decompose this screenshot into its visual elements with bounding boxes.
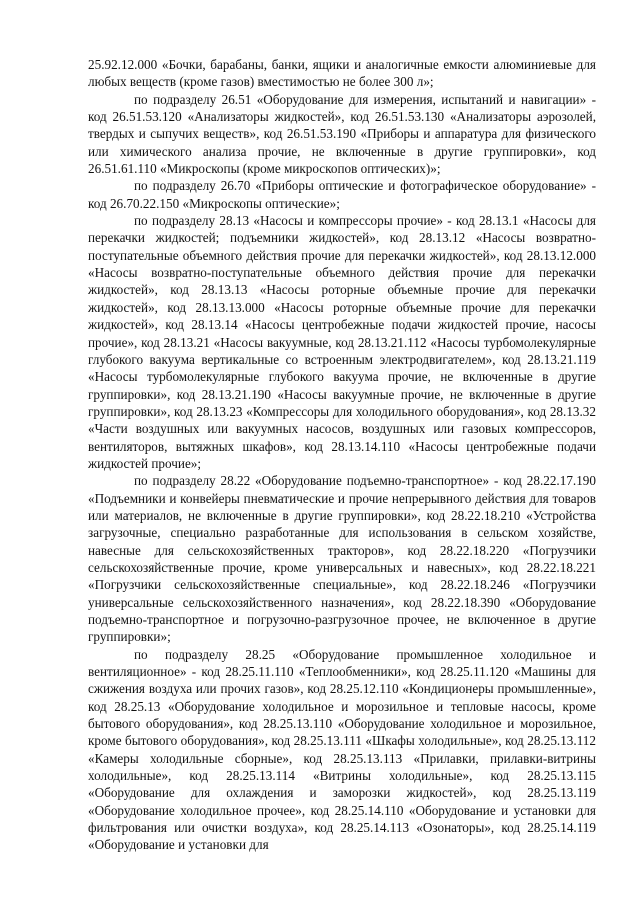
paragraph-28-13: по подразделу 28.13 «Насосы и компрессоры прочие» - код 28.13.1 «Насосы для перекачки жидкостей; подъемники жидкостей», код 28.13.12 «Насосы возвратно-поступательные объемного действия прочие для перекачки жидкостей», код 28.13.12.000 «Насосы возвратно-поступательные объемного действия прочие для перекачки жидкостей», код 28.13.13 «Насосы роторные объемные прочие для перекачки жидкостей», код 28.13.13.000 «Насосы роторные объемные прочие для перекачки жидкостей», код 28.13.14 «Насосы центробежные подачи жидкостей прочие, насосы прочие», код 28.13.21 «Насосы вакуумные, код 28.13.21.112 «Насосы турбомолекулярные глубокого вакуума вертикальные со встроенным электродвигателем», код 28.13.21.119 «Насосы турбомолекулярные глубокого вакуума прочие, не включенные в другие группировки», код 28.13.21.190 «Насосы вакуумные прочие, не включенные в другие группировки», код 28.13.23 «Компрессоры для холодильного оборудования», код 28.13.32 «Части воздушных или вакуумных насосов, воздушных или газовых компрессоров, вентиляторов, вытяжных шкафов», код 28.13.14.110 «Насосы центробежные подачи жидкостей прочие»;	[88, 213, 596, 471]
paragraph-26-51: по подразделу 26.51 «Оборудование для измерения, испытаний и навигации» - код 26.51.53.120 «Анализаторы жидкостей», код 26.51.53.130 «Анализаторы аэрозолей, твердых и сыпучих веществ», код 26.51.53.190 «Приборы и аппаратура для физического или химического анализа прочие, не включенные в другие группировки», код 26.51.61.110 «Микроскопы (кроме микроскопов оптических)»;	[88, 91, 596, 177]
paragraph-28-22: по подразделу 28.22 «Оборудование подъемно-транспортное» - код 28.22.17.190 «Подъемники и конвейеры пневматические и прочие непрерывного действия для товаров или материалов, не включенные в другие группировки», код 28.22.18.210 «Устройства загрузочные, специально разработанные для использования в сельском хозяйстве, навесные для сельскохозяйственных тракторов», код 28.22.18.220 «Погрузчики сельскохозяйственные прочие, кроме универсальных и навесных», код 28.22.18.221 «Погрузчики сельскохозяйственные специальные», код 28.22.18.246 «Погрузчики универсальные сельскохозяйственного назначения», код 28.22.18.390 «Оборудование подъемно-транспортное и погрузочно-разгрузочное прочее, не включенное в другие группировки»;	[88, 473, 596, 645]
paragraph-continuation: 25.92.12.000 «Бочки, барабаны, банки, ящики и аналогичные емкости алюминиевые для любых веществ (кроме газов) вместимостью не более 300 л»;	[88, 57, 596, 90]
paragraph-28-25: по подразделу 28.25 «Оборудование промышленное холодильное и вентиляционное» - код 28.25.11.110 «Теплообменники», код 28.25.11.120 «Машины для сжижения воздуха или прочих газов», код 28.25.12.110 «Кондиционеры промышленные», код 28.25.13 «Оборудование холодильное и морозильное и тепловые насосы, кроме бытового оборудования», код 28.25.13.110 «Оборудование холодильное и морозильное, кроме бытового оборудования», код 28.25.13.111 «Шкафы холодильные», код 28.25.13.112 «Камеры холодильные сборные», код 28.25.13.113 «Прилавки, прилавки-витрины холодильные», код 28.25.13.114 «Витрины холодильные», код 28.25.13.115 «Оборудование для охлаждения и заморозки жидкостей», код 28.25.13.119 «Оборудование холодильное прочее», код 28.25.14.110 «Оборудование и установки для фильтрования или очистки воздуха», код 28.25.14.113 «Озонаторы», код 28.25.14.119 «Оборудование и установки для	[88, 646, 596, 853]
paragraph-26-70: по подразделу 26.70 «Приборы оптические и фотографическое оборудование» - код 26.70.22.150 «Микроскопы оптические»;	[88, 178, 596, 211]
document-body	[88, 56, 596, 854]
